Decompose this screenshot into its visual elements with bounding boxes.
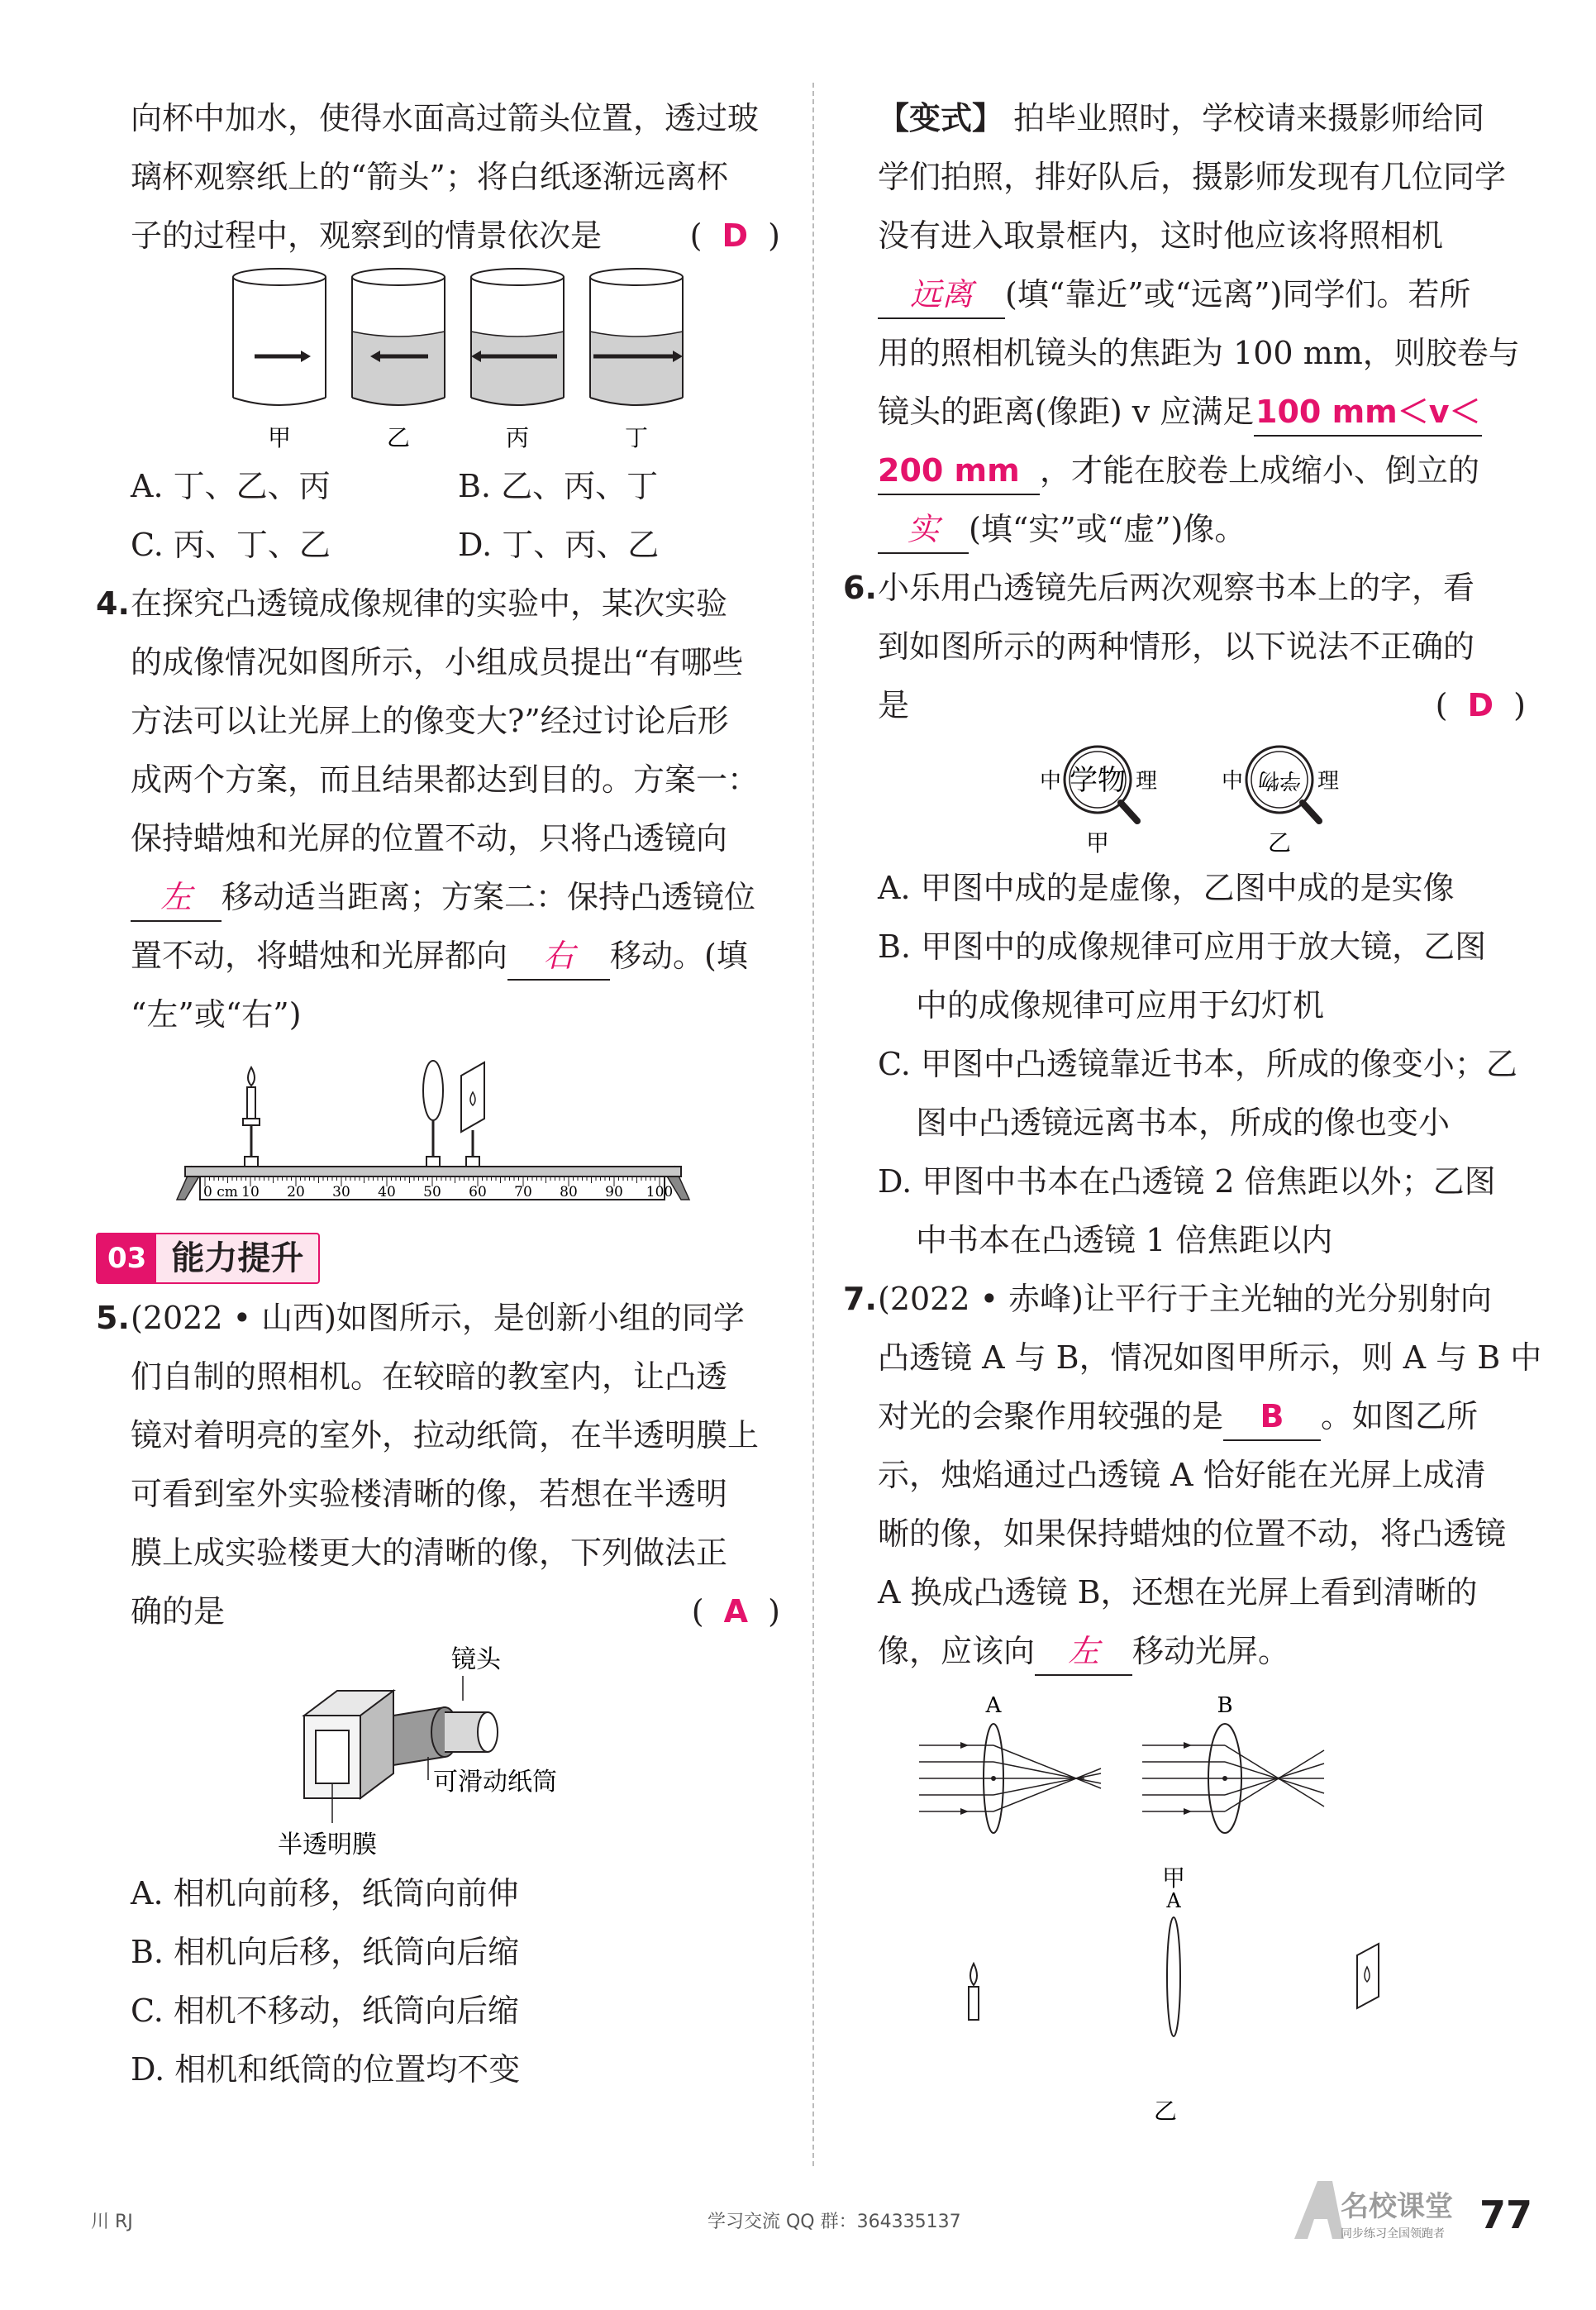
var-line-8 (878, 500, 1531, 559)
label-lens-a-2: A (1166, 1889, 1181, 1912)
q7-text-7b: 移动光屏。 (1132, 1633, 1290, 1669)
section-number: 03 (98, 1234, 156, 1282)
glass-jia (233, 269, 326, 405)
q3-option-b: B. 乙、丙、丁 (458, 468, 659, 504)
ruler-tick-label: 100 (646, 1184, 674, 1200)
q7-text-3b: 。如图乙所 (1321, 1398, 1479, 1434)
brand-name: 名校课堂 (1341, 2190, 1453, 2223)
q5-option-b: B. 相机向后移，纸筒向后缩 (131, 1934, 520, 1970)
q3-option-d: D. 丁、丙、乙 (458, 527, 660, 563)
q6-line-3 (878, 676, 1531, 735)
q4-text-7a: 置不动，将蜡烛和光屏都向 (131, 938, 508, 974)
label-jia: 甲 (267, 424, 292, 451)
q6-option-a: A. 甲图中成的是虚像，乙图中成的是实像 (878, 870, 1455, 906)
ruler-tick-label: 70 (514, 1184, 532, 1200)
ruler-tick-label: 80 (560, 1184, 578, 1200)
q7-number: 7. (843, 1281, 877, 1317)
section-title: 能力提升 (171, 1239, 304, 1277)
q3-line-2: 璃杯观察纸上的“箭头”；将白纸逐渐远离杯 (131, 159, 728, 195)
q5-answer-paren: ( A ) (691, 1593, 785, 1630)
q5-line-1 (96, 1289, 785, 1348)
camera-figure (271, 1641, 651, 1864)
q3-option-a: A. 丁、乙、丙 (131, 468, 331, 504)
q6-text-3: 是 (878, 687, 910, 723)
q5-number: 5. (96, 1300, 130, 1336)
camera-lens (478, 1712, 498, 1752)
footer-edition: 川 RJ (91, 2212, 133, 2232)
var-text-7: ，才能在胶卷上成缩小、倒立的 (1040, 452, 1480, 489)
magnifier-yi (1222, 747, 1339, 857)
var-line-4 (878, 265, 1531, 324)
q5-line-3: 镜对着明亮的室外，拉动纸筒，在半透明膜上 (131, 1417, 760, 1453)
var-text-4: (填“靠近”或“远离”)同学们。若所 (1005, 276, 1471, 313)
label-yi-6: 乙 (1267, 829, 1292, 857)
glass-ding (590, 269, 683, 405)
yi-char-right: 理 (1317, 769, 1340, 794)
q7-text-1: (2022 • 赤峰)让平行于主光轴的光分别射向 (878, 1281, 1492, 1317)
q5-option-c: C. 相机不移动，纸筒向后缩 (131, 1993, 519, 2029)
ruler-tick-label: 90 (605, 1184, 623, 1200)
q6-option-d-2: 中书本在凸透镜 1 倍焦距以内 (916, 1222, 1333, 1258)
ruler-tick-label: 10 (241, 1184, 260, 1200)
q5-option-d: D. 相机和纸筒的位置均不变 (131, 2051, 521, 2088)
q3-line-3 (131, 207, 785, 265)
lens-a-rays (919, 1693, 1101, 1833)
var-line-1 (878, 89, 1531, 148)
q6-option-c-1: C. 甲图中凸透镜靠近书本，所成的像变小；乙 (878, 1046, 1517, 1082)
ruler-tick-label: 40 (378, 1184, 396, 1200)
var-blank-1: 远离 (878, 271, 1005, 319)
glasses-figure (230, 265, 693, 457)
q5-line-4: 可看到室外实验楼清晰的像，若想在半透明 (131, 1476, 728, 1512)
q4-blank-1: 左 (131, 874, 222, 922)
q3-answer: D (722, 217, 754, 254)
q4-line-7 (131, 927, 785, 986)
q3-options-row-2 (131, 516, 785, 575)
var-line-2: 学们拍照，排好队后，摄影师发现有几位同学 (878, 159, 1507, 195)
q6-answer: D (1467, 687, 1499, 723)
q4-line-2: 的成像情况如图所示，小组成员提出“有哪些 (131, 644, 744, 680)
left-column (96, 89, 785, 2099)
jia-char-right: 理 (1136, 769, 1158, 794)
q4-line-6 (131, 868, 785, 927)
q6-option-c-2: 图中凸透镜远离书本，所成的像也变小 (916, 1105, 1451, 1141)
ruler-tick-label: 20 (287, 1184, 305, 1200)
q7-line-2: 凸透镜 A 与 B，情况如图甲所示，则 A 与 B 中 (878, 1339, 1542, 1376)
glass-bing (471, 269, 564, 405)
q4-text-1: 在探究凸透镜成像规律的实验中，某次实验 (131, 585, 728, 622)
lens-on-bench (423, 1061, 443, 1167)
ruler-tick-label: 0 cm (203, 1184, 238, 1200)
brand-logo (1286, 2173, 1460, 2249)
q7-blank-2: 左 (1035, 1628, 1132, 1676)
q5-answer: A (723, 1593, 754, 1630)
q7-line-7 (878, 1622, 1531, 1681)
q5-text-1: (2022 • 山西)如图所示，是创新小组的同学 (131, 1300, 745, 1336)
label-bing: 丙 (505, 424, 530, 451)
q7-line-1 (843, 1270, 1531, 1329)
label-sliding-tube: 可滑动纸筒 (433, 1768, 557, 1797)
var-line-7 (878, 441, 1531, 500)
page-number: 77 (1479, 2193, 1533, 2237)
jia-char-left: 中 (1040, 769, 1062, 794)
q5-line-6 (131, 1582, 785, 1641)
brand-slogan: 同步练习全国领跑者 (1341, 2227, 1445, 2241)
q5-line-5: 膜上成实验楼更大的清晰的像，下列做法正 (131, 1534, 728, 1571)
q5-text-6: 确的是 (131, 1593, 226, 1630)
right-column (843, 89, 1542, 2137)
ruler-tick-label: 30 (332, 1184, 350, 1200)
section-badge (96, 1233, 320, 1284)
q4-line-3: 方法可以让光屏上的像变大?”经过讨论后形 (131, 703, 729, 739)
screen-on-bench (461, 1062, 484, 1167)
q3-option-c: C. 丙、丁、乙 (131, 527, 331, 563)
var-blank-2b: 200 mm (878, 447, 1040, 495)
yi-inverted-text: 学物 (1257, 767, 1302, 792)
q6-line-2: 到如图所示的两种情形，以下说法不正确的 (878, 628, 1475, 665)
q4-line-8: “左”或“右”) (131, 996, 302, 1033)
lens-b-rays (1142, 1693, 1324, 1833)
q3-options-row-1 (131, 457, 785, 516)
lens-ray-figure (911, 1691, 1423, 2137)
var-blank-3: 实 (878, 506, 969, 554)
q3-line-1: 向杯中加水，使得水面高过箭头位置，透过玻 (131, 100, 760, 136)
q7-line-3 (878, 1387, 1531, 1446)
q4-line-4: 成两个方案，而且结果都达到目的。方案一： (131, 761, 760, 798)
yi-char-left: 中 (1222, 769, 1244, 794)
ruler-tick-label: 50 (423, 1184, 441, 1200)
q5-option-a: A. 相机向前移，纸筒向前伸 (131, 1875, 519, 1911)
q7-text-7a: 像，应该向 (878, 1633, 1036, 1669)
q6-number: 6. (843, 570, 877, 606)
q6-line-1 (843, 559, 1531, 618)
var-text-1: 拍毕业照时，学校请来摄影师给同 (1013, 100, 1485, 136)
variant-tag: 【变式】 (878, 100, 1004, 136)
var-text-8: (填“实”或“虚”)像。 (969, 511, 1246, 547)
var-blank-2a: 100 mm＜v＜ (1254, 389, 1482, 437)
jia-magnified-text: 学物 (1070, 764, 1126, 797)
q6-text-1: 小乐用凸透镜先后两次观察书本上的字，看 (878, 570, 1475, 606)
optical-bench-figure (169, 1051, 698, 1216)
var-text-6: 镜头的距离(像距) v 应满足 (878, 394, 1255, 430)
q3-line-3-text: 子的过程中，观察到的情景依次是 (131, 217, 603, 254)
label-jia-7: 甲 (1161, 1864, 1186, 1892)
q4-line-5: 保持蜡烛和光屏的位置不动，只将凸透镜向 (131, 820, 728, 857)
label-ding: 丁 (624, 424, 649, 451)
q6-option-b-2: 中的成像规律可应用于幻灯机 (916, 987, 1325, 1024)
q4-text-7b: 移动。(填 (610, 938, 748, 974)
q5-line-2: 们自制的照相机。在较暗的教室内，让凸透 (131, 1358, 728, 1395)
label-jia-6: 甲 (1085, 829, 1110, 857)
q7-line-4: 示，烛焰通过凸透镜 A 恰好能在光屏上成清 (878, 1457, 1486, 1493)
footer-qq-group: 学习交流 QQ 群：364335137 (707, 2212, 961, 2232)
candle-lens-screen (969, 1889, 1379, 2036)
label-yi: 乙 (386, 424, 411, 451)
q3-answer-paren: ( D ) (689, 217, 785, 254)
q6-answer-paren: ( D ) (1435, 687, 1531, 723)
q4-text-6: 移动适当距离；方案二：保持凸透镜位 (222, 879, 756, 915)
magnifier-figure (1040, 735, 1387, 859)
q4-line-1 (96, 575, 785, 633)
q4-number: 4. (96, 585, 130, 622)
q7-text-3: 对光的会聚作用较强的是 (878, 1398, 1224, 1434)
q7-blank-1: B (1223, 1393, 1321, 1441)
label-lens-b: B (1217, 1693, 1233, 1718)
label-lens-a: A (985, 1693, 1002, 1718)
q6-option-d-1: D. 甲图中书本在凸透镜 2 倍焦距以外；乙图 (878, 1163, 1496, 1200)
column-divider (812, 83, 814, 2166)
ruler-tick-label: 60 (469, 1184, 487, 1200)
candle (243, 1067, 260, 1167)
label-lens: 镜头 (451, 1645, 501, 1674)
q7-line-6: A 换成凸透镜 B，还想在光屏上看到清晰的 (878, 1574, 1478, 1611)
q4-blank-2: 右 (507, 933, 610, 981)
translucent-film (316, 1730, 349, 1783)
label-film: 半透明膜 (278, 1830, 377, 1859)
q7-line-5: 晰的像，如果保持蜡烛的位置不动，将凸透镜 (878, 1515, 1507, 1552)
label-yi-7: 乙 (1153, 2098, 1178, 2125)
q6-option-b-1: B. 甲图中的成像规律可应用于放大镜，乙图 (878, 928, 1487, 965)
var-line-6 (878, 383, 1531, 441)
var-line-3: 没有进入取景框内，这时他应该将照相机 (878, 217, 1444, 254)
glass-yi (352, 269, 445, 405)
var-line-5: 用的照相机镜头的焦距为 100 mm，则胶卷与 (878, 335, 1520, 371)
magnifier-jia (1040, 747, 1157, 857)
